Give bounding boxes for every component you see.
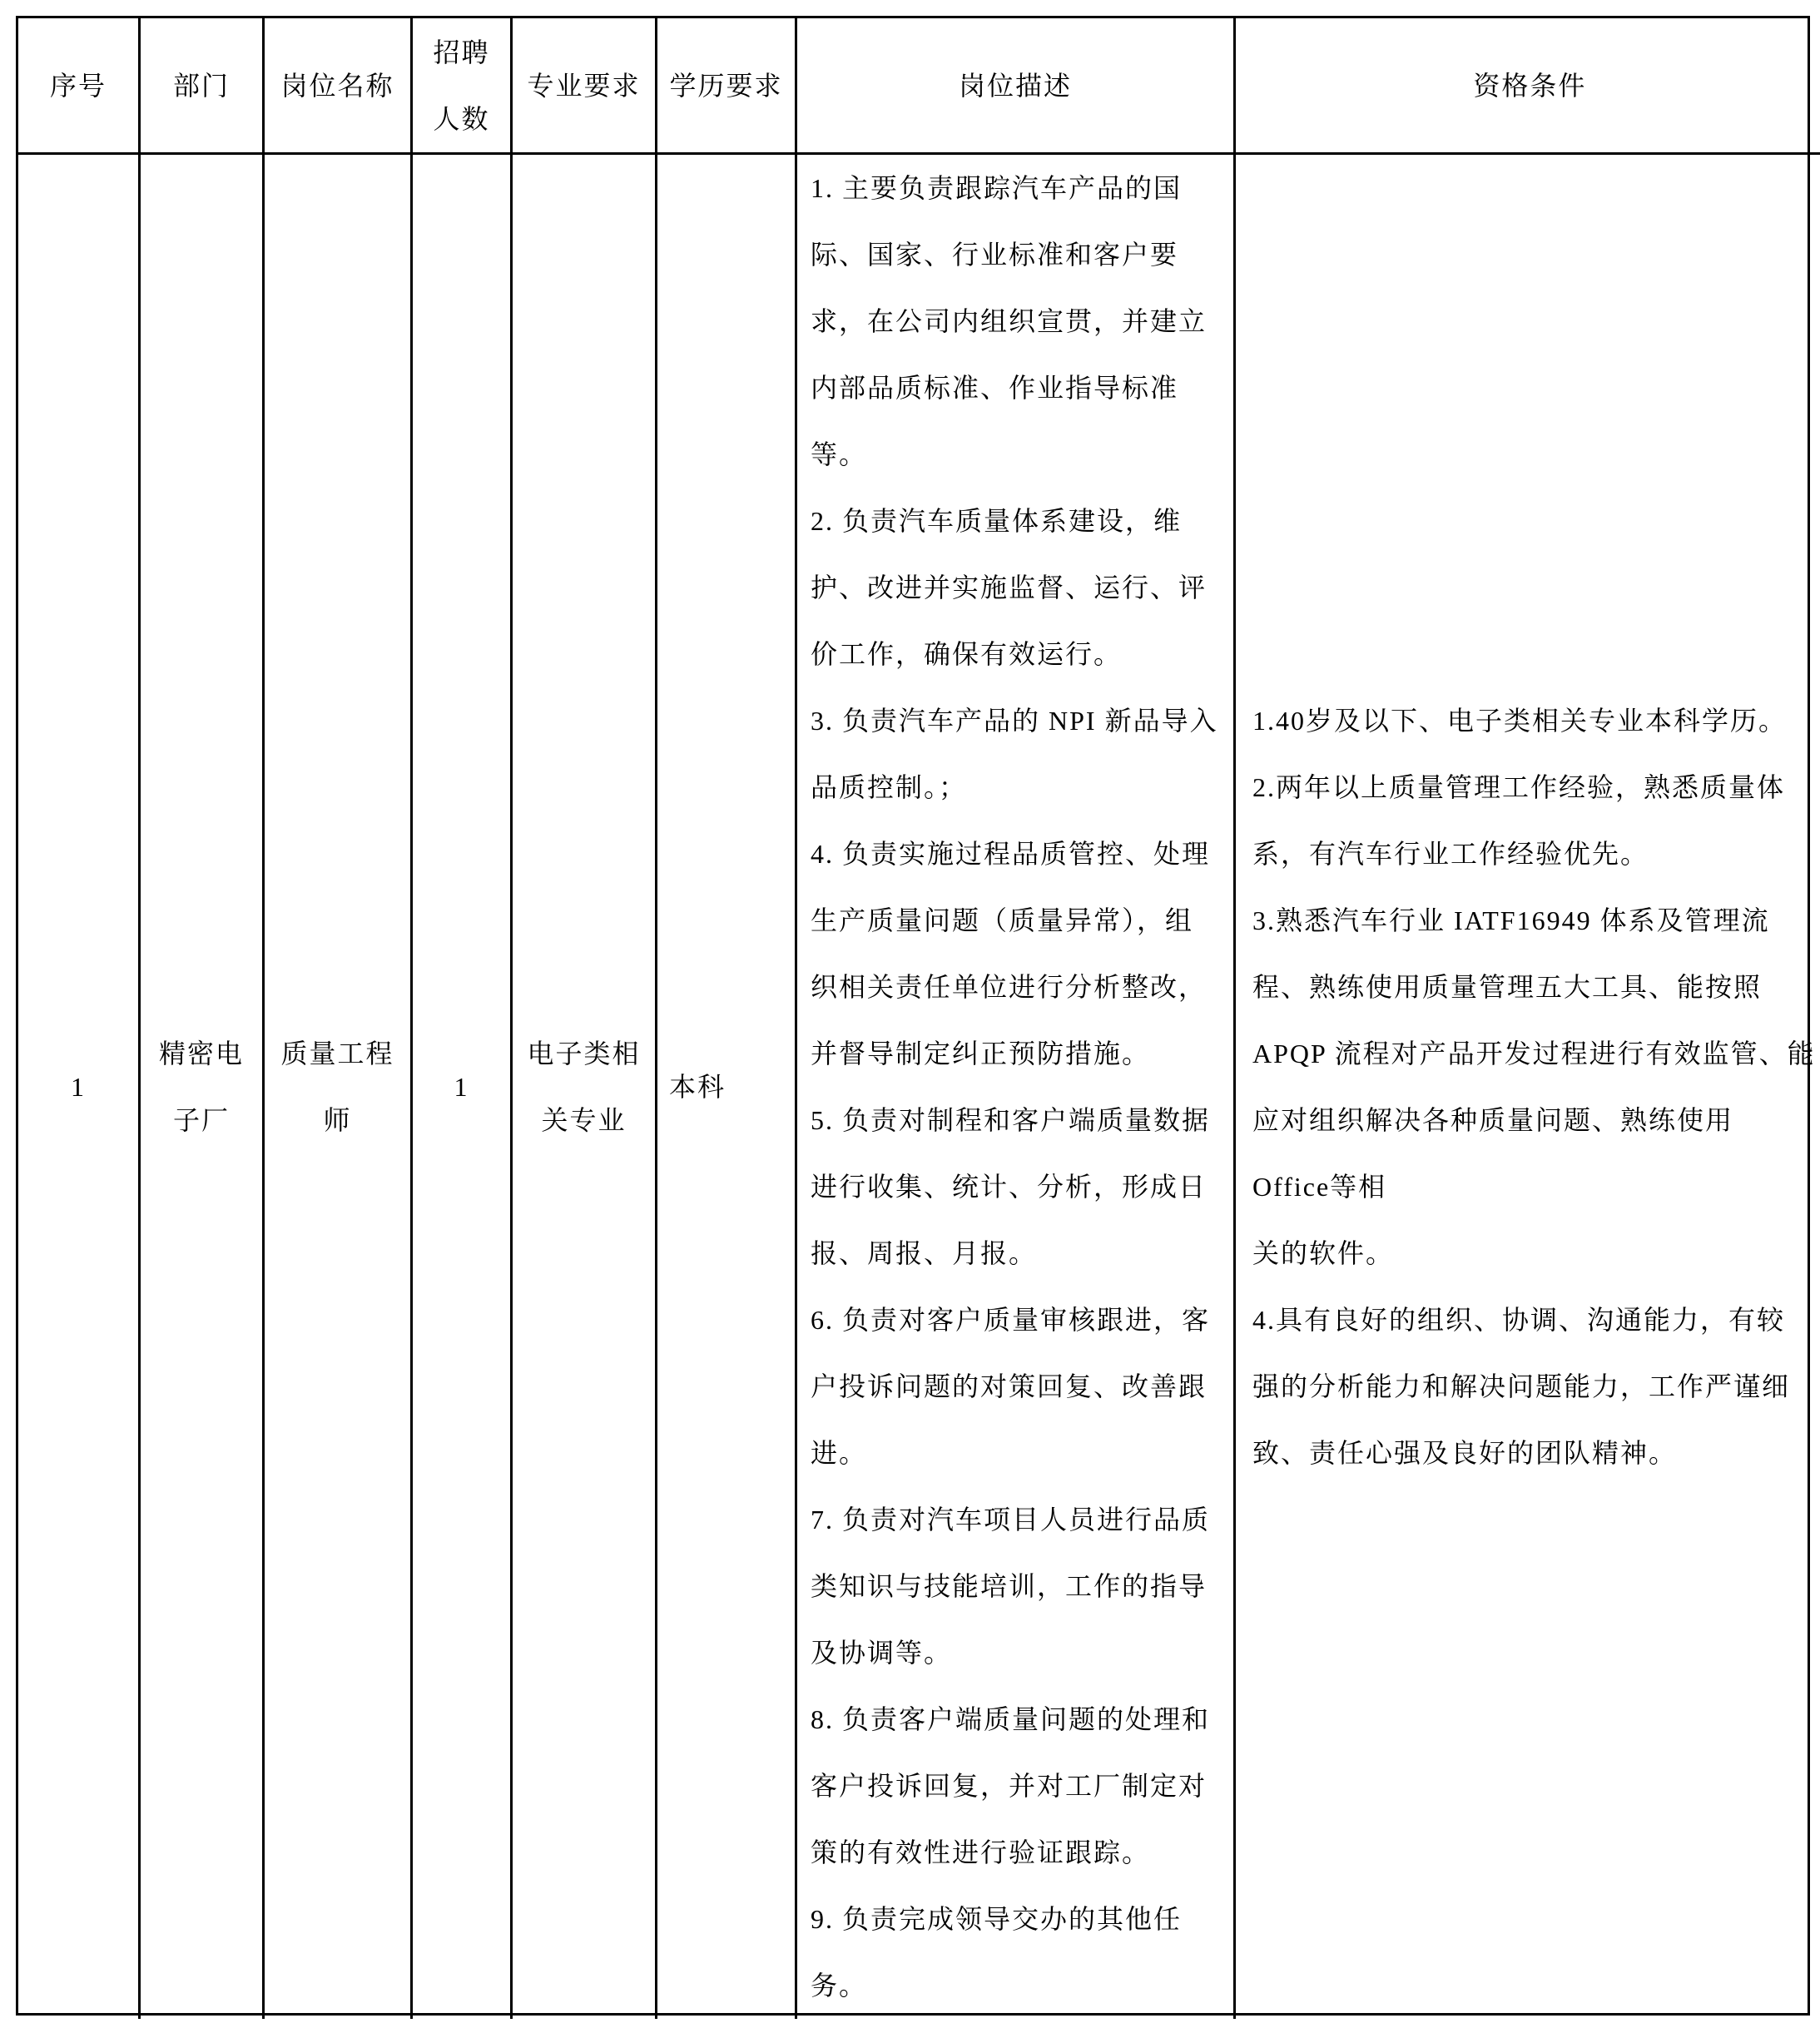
header-cell-position xyxy=(265,18,413,155)
text-line: 1.40岁及以下、电子类相关专业本科学历。 xyxy=(1252,706,1788,736)
text-line: 关专业 xyxy=(541,1105,627,1135)
text-line: 类知识与技能培训，工作的指导 xyxy=(811,1571,1208,1601)
text-line: APQP 流程对产品开发过程进行有效监管、能 xyxy=(1252,1039,1816,1069)
text-line: 7. 负责对汽车项目人员进行品质 xyxy=(811,1505,1211,1535)
cell-headcount xyxy=(413,155,513,2019)
text-line: 生产质量问题（质量异常），组 xyxy=(811,905,1194,935)
header-cell-seq xyxy=(18,18,141,155)
text-line: 电子类相 xyxy=(527,1039,641,1069)
cell-education xyxy=(657,155,797,2019)
text-line: 岗位名称 xyxy=(280,70,394,101)
header-cell-job-description xyxy=(797,18,1236,155)
text-line: 4. 负责实施过程品质管控、处理 xyxy=(811,839,1211,869)
text-line: Office等相 xyxy=(1252,1172,1387,1202)
text-line: 3. 负责汽车产品的 NPI 新品导入 xyxy=(811,706,1218,736)
text-line: 关的软件。 xyxy=(1252,1238,1395,1268)
text-line: 致、责任心强及良好的团队精神。 xyxy=(1252,1438,1678,1468)
text-line: 岗位描述 xyxy=(958,70,1072,101)
cell-job-description xyxy=(797,155,1236,2019)
text-line: 强的分析能力和解决问题能力，工作严谨细 xyxy=(1252,1371,1791,1401)
header-cell-education xyxy=(657,18,797,155)
text-line: 师 xyxy=(323,1105,352,1135)
text-line: 招聘 xyxy=(433,37,490,67)
text-line: 户投诉问题的对策回复、改善跟 xyxy=(811,1371,1208,1401)
text-line: 5. 负责对制程和客户端质量数据 xyxy=(811,1105,1211,1135)
text-line: 进。 xyxy=(811,1438,868,1468)
text-line: 价工作，确保有效运行。 xyxy=(811,639,1123,669)
text-line: 资格条件 xyxy=(1473,70,1587,101)
text-line: 序号 xyxy=(49,70,107,101)
text-line: 客户投诉回复，并对工厂制定对 xyxy=(811,1771,1208,1801)
text-line: 系，有汽车行业工作经验优先。 xyxy=(1252,839,1649,869)
text-line: 本科 xyxy=(669,1072,727,1102)
text-line: 8. 负责客户端质量问题的处理和 xyxy=(811,1704,1211,1734)
text-line: 内部品质标准、作业指导标准 xyxy=(811,373,1179,403)
text-line: 应对组织解决各种质量问题、熟练使用 xyxy=(1252,1105,1734,1135)
text-line: 人数 xyxy=(433,103,490,134)
header-cell-major xyxy=(513,18,657,155)
text-line: 学历要求 xyxy=(669,70,783,101)
text-line: 务。 xyxy=(811,1971,868,2001)
cell-department xyxy=(141,155,265,2019)
text-line: 程、熟练使用质量管理五大工具、能按照 xyxy=(1252,972,1763,1002)
header-cell-department xyxy=(141,18,265,155)
cell-seq xyxy=(18,155,141,2019)
recruitment-table xyxy=(16,16,1816,2016)
text-line: 9. 负责完成领导交办的其他任 xyxy=(811,1904,1183,1934)
text-line: 2. 负责汽车质量体系建设，维 xyxy=(811,506,1183,536)
text-line: 4.具有良好的组织、协调、沟通能力，有较 xyxy=(1252,1305,1786,1335)
text-line: 精密电 xyxy=(158,1039,244,1069)
text-line: 护、改进并实施监督、运行、评 xyxy=(811,573,1208,602)
text-line: 际、国家、行业标准和客户要 xyxy=(811,240,1179,270)
text-line: 部门 xyxy=(172,70,230,101)
text-line: 子厂 xyxy=(172,1105,230,1135)
text-line: 及协调等。 xyxy=(811,1638,953,1668)
text-line: 2.两年以上质量管理工作经验，熟悉质量体 xyxy=(1252,772,1786,802)
cell-position xyxy=(265,155,413,2019)
text-line: 1. 主要负责跟踪汽车产品的国 xyxy=(811,173,1183,203)
text-line: 报、周报、月报。 xyxy=(811,1238,1038,1268)
header-cell-headcount xyxy=(413,18,513,155)
text-line: 6. 负责对客户质量审核跟进，客 xyxy=(811,1305,1211,1335)
text-line: 3.熟悉汽车行业 IATF16949 体系及管理流 xyxy=(1252,905,1770,935)
text-line: 等。 xyxy=(811,439,868,469)
text-line: 策的有效性进行验证跟踪。 xyxy=(811,1837,1151,1867)
cell-qualifications xyxy=(1236,155,1820,2019)
text-line: 并督导制定纠正预防措施。 xyxy=(811,1039,1151,1069)
text-line: 求，在公司内组织宣贯，并建立 xyxy=(811,306,1208,336)
cell-major xyxy=(513,155,657,2019)
text-line: 品质控制。； xyxy=(811,772,968,802)
text-line: 质量工程 xyxy=(280,1039,394,1069)
header-cell-qualifications xyxy=(1236,18,1820,155)
text-line: 进行收集、统计、分析，形成日 xyxy=(811,1172,1208,1202)
text-line: 1 xyxy=(71,1072,86,1102)
text-line: 织相关责任单位进行分析整改， xyxy=(811,972,1208,1002)
text-line: 专业要求 xyxy=(527,70,641,101)
text-line: 1 xyxy=(454,1072,469,1102)
